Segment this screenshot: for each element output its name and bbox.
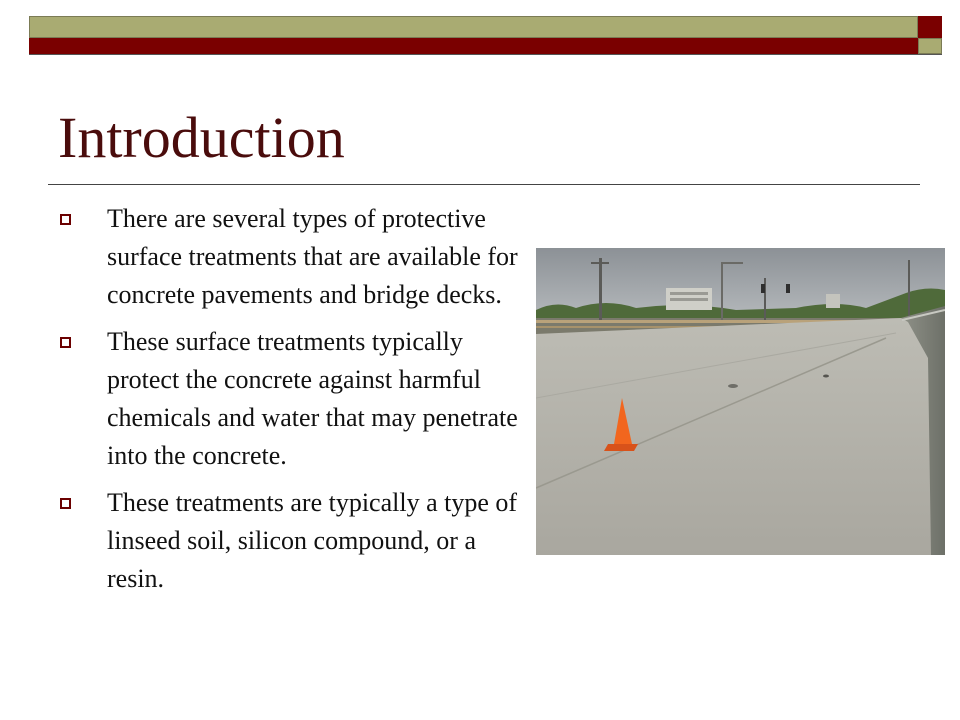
photo-utility-pole <box>599 258 602 320</box>
hollow-square-icon <box>60 214 71 225</box>
top-bar-underline <box>29 54 942 55</box>
photo-building <box>826 294 840 308</box>
top-bar-maroon-block <box>918 16 942 38</box>
photo-light-pole <box>721 262 723 322</box>
bullet-item <box>60 484 530 598</box>
hollow-square-icon <box>60 337 71 348</box>
top-bar-olive-segment <box>29 16 918 38</box>
hollow-square-icon <box>60 498 71 509</box>
bullet-list <box>60 200 530 607</box>
bullet-item <box>60 200 530 314</box>
bullet-text: These treatments are typically a type of linseed soil, silicon compound, or a resin. <box>107 488 518 593</box>
top-decorative-bar <box>29 16 942 56</box>
bridge-deck-photo <box>536 248 945 555</box>
photo-bridge-deck <box>536 318 945 555</box>
bullet-text: These surface treatments typically protect the concrete against harmful chemicals and water that may penetrate into the concrete. <box>107 327 518 470</box>
bullet-text: There are several types of protective surface treatments that are available for concrete pavements and bridge decks. <box>107 204 518 309</box>
top-bar-maroon-segment <box>29 38 918 54</box>
top-bar-olive-block <box>918 38 942 54</box>
title-divider <box>48 184 920 185</box>
slide-title: Introduction <box>58 105 345 170</box>
bullet-item <box>60 323 530 475</box>
